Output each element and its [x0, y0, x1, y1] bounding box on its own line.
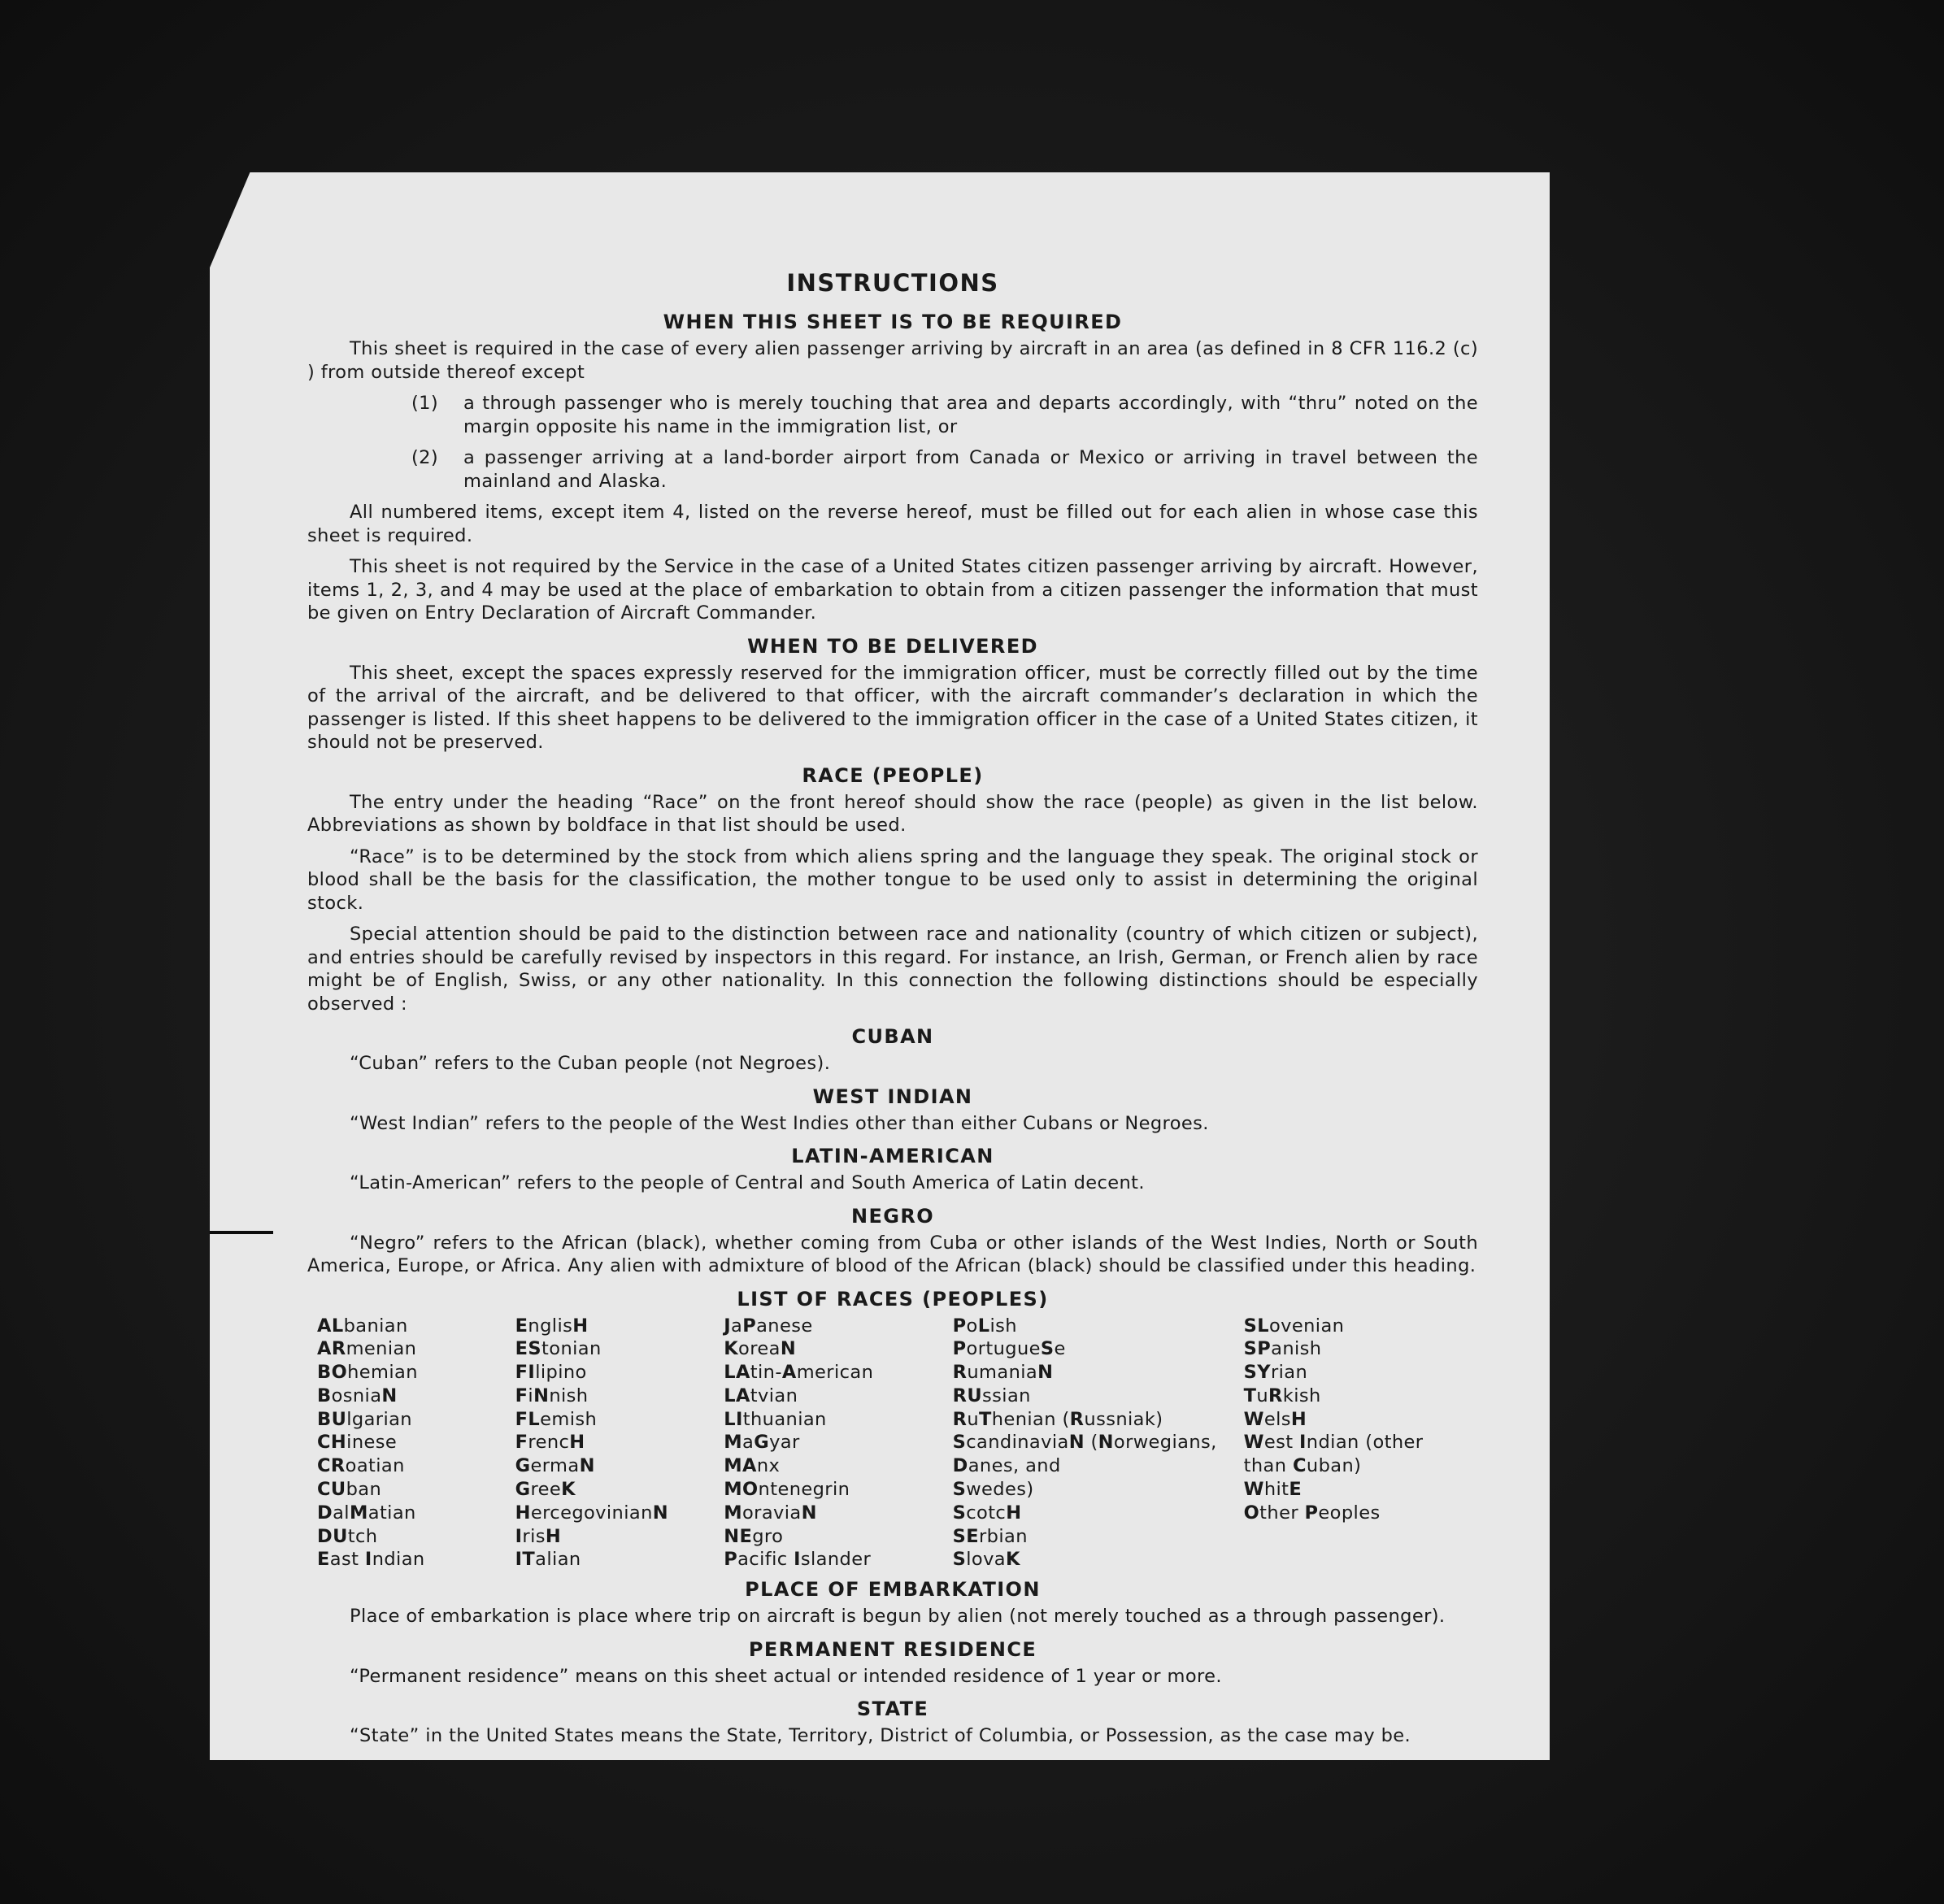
race-entry: FIlipino: [515, 1362, 587, 1384]
exception-text: a passenger arriving at a land-border airport from Canada or Mexico or arriving in travel between the mainland and Alaska.: [463, 447, 1478, 492]
race-column: [724, 1315, 952, 1572]
race-entry: WhitE: [1243, 1479, 1303, 1501]
heading-when-delivered: WHEN TO BE DELIVERED: [747, 634, 1038, 658]
race-column: [317, 1315, 515, 1572]
race-entry: EnglisH: [515, 1315, 589, 1337]
heading-embarkation: PLACE OF EMBARKATION: [745, 1578, 1041, 1602]
cuban-text: “Cuban” refers to the Cuban people (not Negroes).: [350, 1053, 831, 1074]
heading-race: RACE (PEOPLE): [802, 763, 984, 787]
race-entry: GreeK: [515, 1479, 576, 1501]
race-entry: CRoatian: [317, 1455, 405, 1477]
state-text: “State” in the United States means the State, Territory, District of Columbia, or Possession, as the case may be.: [350, 1725, 1411, 1747]
when-required-intro: This sheet is required in the case of every alien passenger arriving by aircraft in an area (as defined in 8 CFR 116.2 (c) ) from outside thereof except: [307, 338, 1478, 383]
race-entry: SYrian: [1243, 1362, 1308, 1384]
race-entry: MoraviaN: [724, 1502, 817, 1524]
embarkation-text: Place of embarkation is place where trip on aircraft is begun by alien (not merely touched as a through passenger).: [350, 1606, 1446, 1628]
race-entry: FrencH: [515, 1432, 585, 1454]
race-entry: East Indian: [317, 1549, 425, 1571]
exception-item: [307, 446, 1478, 493]
instructions-content: [307, 268, 1478, 1756]
race-entry: MAnx: [724, 1455, 781, 1477]
when-required-paragraph: All numbered items, except item 4, listed on the reverse hereof, must be filled out for each alien in whose case this sheet is required.: [307, 502, 1478, 546]
race-entry: FLemish: [515, 1408, 598, 1430]
west-indian-text: “West Indian” refers to the people of the West Indies other than either Cubans or Negroes.: [350, 1112, 1209, 1134]
race-entry: MaGyar: [724, 1432, 800, 1454]
latin-american-text: “Latin-American” refers to the people of Central and South America of Latin decent.: [350, 1172, 1145, 1193]
race-entry: ALbanian: [317, 1315, 408, 1337]
race-entry: Danes, and: [952, 1455, 1061, 1477]
race-entry: Pacific Islander: [724, 1549, 872, 1571]
race-paragraph: The entry under the heading “Race” on the front hereof should show the race (people) as given in the list below. Abbreviations as shown by boldface in that list should be used.: [307, 791, 1478, 836]
race-entry: than Cuban): [1243, 1455, 1362, 1477]
race-entry: LAtvian: [724, 1385, 798, 1406]
race-list: [317, 1315, 1478, 1572]
race-entry: West Indian (other: [1243, 1432, 1424, 1454]
heading-residence: PERMANENT RESIDENCE: [748, 1637, 1037, 1661]
exception-number: (1): [411, 393, 439, 414]
race-entry: HercegovinianN: [515, 1502, 668, 1524]
race-entry: RumaniaN: [952, 1362, 1054, 1384]
race-entry: RuThenian (Russniak): [952, 1408, 1163, 1430]
race-entry: SlovaK: [952, 1549, 1020, 1571]
heading-west-indian: WEST INDIAN: [812, 1085, 973, 1108]
race-entry: DalMatian: [317, 1502, 416, 1524]
margin-marker: [210, 1231, 273, 1234]
race-entry: ARmenian: [317, 1338, 417, 1360]
race-entry: SLovenian: [1243, 1315, 1345, 1337]
negro-text: “Negro” refers to the African (black), whether coming from Cuba or other islands of the West Indies, North or South America, Europe, or Africa. Any alien with admixture of blood of the African (black) should be classified under this heading.: [307, 1232, 1478, 1276]
race-entry: DUtch: [317, 1525, 378, 1547]
heading-state: STATE: [856, 1698, 929, 1721]
race-column: [1244, 1315, 1478, 1572]
race-entry: BUlgarian: [317, 1408, 412, 1430]
when-delivered-text: This sheet, except the spaces expressly reserved for the immigration officer, must be correctly filled out by the time of the arrival of the aircraft, and be delivered to that officer, with the aircraft commander’s declaration in which the passenger is listed. If this sheet happens to be delivered to the immigration officer in the case of a United States citizen, it should not be preserved.: [307, 662, 1478, 753]
race-entry: ITalian: [515, 1549, 581, 1571]
race-entry: FiNnish: [515, 1385, 589, 1406]
race-entry: RUssian: [952, 1385, 1031, 1406]
race-column: [515, 1315, 724, 1572]
race-entry: MOntenegrin: [724, 1479, 850, 1501]
residence-text: “Permanent residence” means on this sheet actual or intended residence of 1 year or more.: [350, 1665, 1222, 1687]
race-entry: ScandinaviaN (Norwegians,: [952, 1432, 1217, 1454]
race-paragraph: Special attention should be paid to the distinction between race and nationality (country of which citizen or subject), and entries should be carefully revised by inspectors in this regard. For instance, an Irish, German, or French alien by race might be of English, Swiss, or any other nationality. In this connection the following distinctions should be especially observed :: [307, 924, 1478, 1015]
race-paragraph: “Race” is to be determined by the stock from which aliens spring and the language they speak. The original stock or blood shall be the basis for the classification, the mother tongue to be used only to assist in determining the original stock.: [307, 845, 1478, 914]
race-entry: GermaN: [515, 1455, 595, 1477]
race-entry: IrisH: [515, 1525, 562, 1547]
race-entry: ScotcH: [952, 1502, 1022, 1524]
race-entry: Swedes): [952, 1479, 1034, 1501]
heading-latin-american: LATIN-AMERICAN: [791, 1145, 994, 1167]
race-entry: BOhemian: [317, 1362, 418, 1384]
exception-number: (2): [411, 447, 439, 468]
heading-when-required: WHEN THIS SHEET IS TO BE REQUIRED: [663, 311, 1123, 333]
heading-negro: NEGRO: [850, 1204, 935, 1228]
race-entry: NEgro: [724, 1525, 784, 1547]
race-entry: LAtin-American: [724, 1362, 874, 1384]
race-entry: SPanish: [1243, 1338, 1322, 1360]
race-entry: BosniaN: [317, 1385, 398, 1406]
race-entry: KoreaN: [724, 1338, 797, 1360]
race-entry: PoLish: [952, 1315, 1017, 1337]
exception-text: a through passenger who is merely touching that area and departs accordingly, with “thru” noted on the margin opposite his name in the immigration list, or: [463, 393, 1478, 437]
race-entry: JaPanese: [724, 1315, 813, 1337]
race-entry: CHinese: [317, 1432, 398, 1454]
when-required-paragraph: This sheet is not required by the Service in the case of a United States citizen passenger arriving by aircraft. However, items 1, 2, 3, and 4 may be used at the place of embarkation to obtain from a citizen passenger the information that must be given on Entry Declaration of Aircraft Commander.: [307, 556, 1478, 624]
heading-cuban: CUBAN: [851, 1025, 934, 1048]
exception-item: [307, 392, 1478, 438]
race-entry: PortugueSe: [952, 1338, 1066, 1360]
race-entry: TuRkish: [1243, 1385, 1321, 1406]
race-entry: EStonian: [515, 1338, 602, 1360]
race-column: [953, 1315, 1244, 1572]
race-entry: Other Peoples: [1243, 1502, 1381, 1524]
race-entry: CUban: [317, 1479, 382, 1501]
race-entry: SErbian: [952, 1525, 1028, 1547]
race-entry: WelsH: [1243, 1408, 1307, 1430]
heading-list-of-races: LIST OF RACES (PEOPLES): [737, 1287, 1049, 1311]
page-title: INSTRUCTIONS: [786, 269, 999, 297]
race-entry: LIthuanian: [724, 1408, 827, 1430]
